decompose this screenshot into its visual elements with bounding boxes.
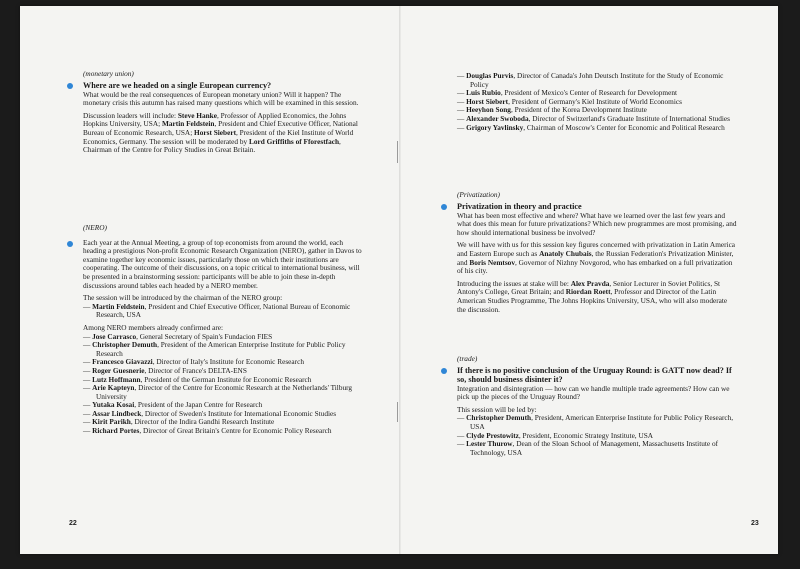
person-name: Luis Rubio <box>466 88 501 98</box>
person-name: Martin Feldstein <box>161 119 215 129</box>
text-run: We will have with us for this session key figures concerned with privatization in Latin America and Eastern Europe such as <box>457 240 736 258</box>
privatization-figures <box>457 241 737 275</box>
person-name: Lutz Hoffmann <box>92 374 141 384</box>
trade-intro: Integration and disintegration — how can we handle multiple trade agreements? How can we pick up the pieces of the Uruguay Round? <box>457 383 730 402</box>
person-role: , Chairman of Moscow's Center for Economic and Political Research <box>523 122 725 132</box>
list-item: — Douglas Purvis, Director of Canada's John Deutsch Institute for the Study of Economic Policy <box>457 71 724 89</box>
text-run: , Senior Lecturer in Soviet Politics, St Antony's College, Great Britain; and <box>457 278 721 297</box>
person-role: , Director of Italy's Institute for Economic Research <box>152 357 304 367</box>
list-item: — Lester Thurow, Dean of the Sloan School of Management, Massachusetts Institute of Technology, USA <box>457 439 719 457</box>
right-page <box>400 6 778 554</box>
page-number-left: 22 <box>69 520 77 527</box>
trade-heading: If there is no positive conclusion of the Uruguay Round: is GATT now dead? If so, should business disinter it? <box>457 366 737 384</box>
trade-led-intro: This session will be led by: <box>457 404 537 414</box>
person-role: , Director of Canada's John Deutsch Institute for the Study of Economic Policy <box>470 71 724 89</box>
list-item: — Horst Siebert, President of Germany's Kiel Institute of World Economics <box>457 96 682 106</box>
bullet-dot-icon <box>441 368 447 374</box>
page-number-right: 23 <box>751 520 759 527</box>
list-item: — Christopher Demuth, President, American Enterprise Institute for Public Policy Research, USA <box>457 413 734 431</box>
list-item: — Alexander Swoboda, Director of Switzerland's Graduate Institute of International Studies <box>457 113 730 123</box>
text-run: , Professor and Director of the Latin American Studies Programme, The Johns Hopkins University, USA, who will also moderate the discussion. <box>457 287 728 314</box>
text-run: , President and Chief Executive Officer, National Bureau of Economic Research, USA; <box>83 119 358 137</box>
left-page <box>20 6 400 554</box>
person-role: , President of the German Institute for Economic Research <box>140 374 312 384</box>
person-name: Anatoly Chubais <box>539 248 592 258</box>
trade-section <box>457 355 737 457</box>
person-role: , President of the Korea Development Institute <box>510 105 647 115</box>
nero-members-continued <box>457 72 737 132</box>
privatization-issues <box>457 280 737 314</box>
nero-chair-list <box>83 303 363 320</box>
trade-leaders-list <box>457 414 737 457</box>
brochure-spread <box>20 6 778 554</box>
person-role: , President of the American Enterprise Institute for Public Policy Research <box>96 340 346 358</box>
list-item: — Martin Feldstein, President and Chief Executive Officer, National Bureau of Economic Research, USA <box>83 301 351 320</box>
person-name: Christopher Demuth <box>92 340 158 350</box>
bullet-dot-icon <box>441 204 447 210</box>
list-item: — Assar Lindbeck, Director of Sweden's Institute for International Economic Studies <box>83 408 337 418</box>
list-item: — Grigory Yavlinsky, Chairman of Moscow's Center for Economic and Political Research <box>457 122 725 132</box>
text-run: , President of the Kiel Institute of World Economics, Germany. The session will be moderated by <box>83 127 354 146</box>
nero-category: (NERO) <box>83 223 107 232</box>
privatization-intro: What has been most effective and where? What have we learned over the last few years and what does this mean for future privatizations? Which new programmes are most promising, and how should international business be involved? <box>457 210 737 237</box>
nero-members-list <box>83 333 363 436</box>
person-role: , President of the Japan Centre for Research <box>134 400 263 410</box>
person-name: Horst Siebert <box>466 96 509 106</box>
person-role: , Director of the Indira Gandhi Research Institute <box>130 417 275 427</box>
person-name: Francesco Giavazzi <box>92 357 153 367</box>
person-name: Richard Portes <box>92 426 140 436</box>
text-run: , the Russian Federation's Privatization Minister, and <box>457 248 734 267</box>
nero-members-list-continued <box>457 72 737 132</box>
emu-intro: What would be the real consequences of European monetary union? Will it happen? The monetary crisis this autumn has raised many questions which will be examined in this session. <box>83 89 359 108</box>
fold-mark <box>397 141 398 163</box>
nero-intro: Each year at the Annual Meeting, a group of top economists from around the world, each heading a prestigious Non-profit Economic Research Organization (NERO), gather in Davos to examine together key economic issues, particularly those on which their institutions are cooperating. The outcome of their discussions, on a topic critical to international business, will be presented in a brainstorming session: participants will be able to join these in-depth discussions around tables each headed by a NERO member. <box>83 239 363 291</box>
list-item: — Francesco Giavazzi, Director of Italy's Institute for Economic Research <box>83 357 304 367</box>
text-run: Discussion leaders will include: <box>83 110 178 120</box>
person-role: , Director of Sweden's Institute for International Economic Studies <box>141 408 337 418</box>
list-item: — Richard Portes, Director of Great Britain's Centre for Economic Policy Research <box>83 426 332 436</box>
person-name: Jose Carrasco <box>92 331 137 341</box>
person-role: , President, American Enterprise Institute for Public Policy Research, USA <box>470 413 734 431</box>
person-name: Steve Hanke <box>177 110 217 120</box>
list-item: — Kirit Parikh, Director of the Indira Gandhi Research Institute <box>83 417 275 427</box>
list-item: — Roger Guesnerie, Director of France's DELTA-ENS <box>83 365 247 375</box>
list-item: — Clyde Prestowitz, President, Economic Strategy Institute, USA <box>457 430 654 440</box>
text-run: , Governor of Nizhny Novgorod, who has embarked on a full privatization of his city. <box>457 257 733 276</box>
person-name: Lester Thurow <box>466 439 513 449</box>
trade-category: (trade) <box>457 354 478 363</box>
emu-heading: Where are we headed on a single European currency? <box>83 81 363 90</box>
list-item: — Christopher Demuth, President of the American Enterprise Institute for Public Policy Research <box>83 340 346 358</box>
privatization-heading: Privatization in theory and practice <box>457 202 737 211</box>
person-name: Arie Kapteyn <box>92 383 135 393</box>
person-name: Horst Siebert <box>194 127 236 137</box>
person-name: Heeyhon Song <box>466 105 511 115</box>
person-role: , Director of Great Britain's Centre for Economic Policy Research <box>139 426 332 436</box>
text-run: , Professor of Applied Economics, the Johns Hopkins University, USA; <box>83 110 347 129</box>
bullet-dot-icon <box>67 83 73 89</box>
person-name: Assar Lindbeck <box>92 408 142 418</box>
privatization-section <box>457 191 737 318</box>
person-role: , Director of the Centre for Economic Research at the Netherlands' Tilburg University <box>96 383 353 401</box>
person-role: , President, Economic Strategy Institute, USA <box>518 430 654 440</box>
person-role: , Director of Switzerland's Graduate Institute of International Studies <box>528 113 730 123</box>
nero-chair-intro: The session will be introduced by the chairman of the NERO group: <box>83 293 283 303</box>
person-role: , General Secretary of Spain's Fundacion FIES <box>136 331 273 341</box>
list-item: — Luis Rubio, President of Mexico's Center of Research for Development <box>457 88 677 98</box>
person-name: Riordan Roett <box>565 287 611 297</box>
text-run: Introducing the issues at stake will be: <box>457 278 571 288</box>
person-name: Kirit Parikh <box>92 417 131 427</box>
person-name: Clyde Prestowitz <box>466 430 519 440</box>
person-role: , Dean of the Sloan School of Management, Massachusetts Institute of Technology, USA <box>470 439 719 457</box>
bullet-dot-icon <box>67 241 73 247</box>
person-name: Douglas Purvis <box>466 71 514 80</box>
emu-section <box>83 70 363 159</box>
person-name: Roger Guesnerie <box>92 365 145 375</box>
person-role: , Director of France's DELTA-ENS <box>144 365 247 375</box>
text-run: , Chairman of the Centre for Policy Studies in Great Britain. <box>83 136 341 155</box>
fold-mark <box>397 402 398 422</box>
person-name: Yutaka Kosai <box>92 400 135 410</box>
emu-leaders <box>83 112 363 155</box>
list-item: — Heeyhon Song, President of the Korea Development Institute <box>457 105 647 115</box>
list-item: — Yutaka Kosai, President of the Japan Centre for Research <box>83 400 263 410</box>
nero-section <box>83 224 363 436</box>
person-role: , President of Mexico's Center of Research for Development <box>500 88 677 98</box>
person-name: Alexander Swoboda <box>466 113 529 123</box>
list-item: — Jose Carrasco, General Secretary of Spain's Fundacion FIES <box>83 331 273 341</box>
person-name: Lord Griffiths of Fforestfach <box>248 136 340 146</box>
person-name: Alex Pravda <box>570 278 610 288</box>
list-item: — Arie Kapteyn, Director of the Centre for Economic Research at the Netherlands' Tilburg University <box>83 383 353 401</box>
privatization-category: (Privatization) <box>457 190 500 199</box>
person-role: , President of Germany's Kiel Institute of World Economics <box>508 96 682 106</box>
person-name: Boris Nemtsov <box>469 257 515 267</box>
person-name: Christopher Demuth <box>466 413 532 423</box>
nero-members-intro: Among NERO members already confirmed are: <box>83 322 224 332</box>
list-item: — Lutz Hoffmann, President of the German Institute for Economic Research <box>83 374 312 384</box>
emu-category: (monetary union) <box>83 69 134 78</box>
person-name: Grigory Yavlinsky <box>466 122 524 132</box>
